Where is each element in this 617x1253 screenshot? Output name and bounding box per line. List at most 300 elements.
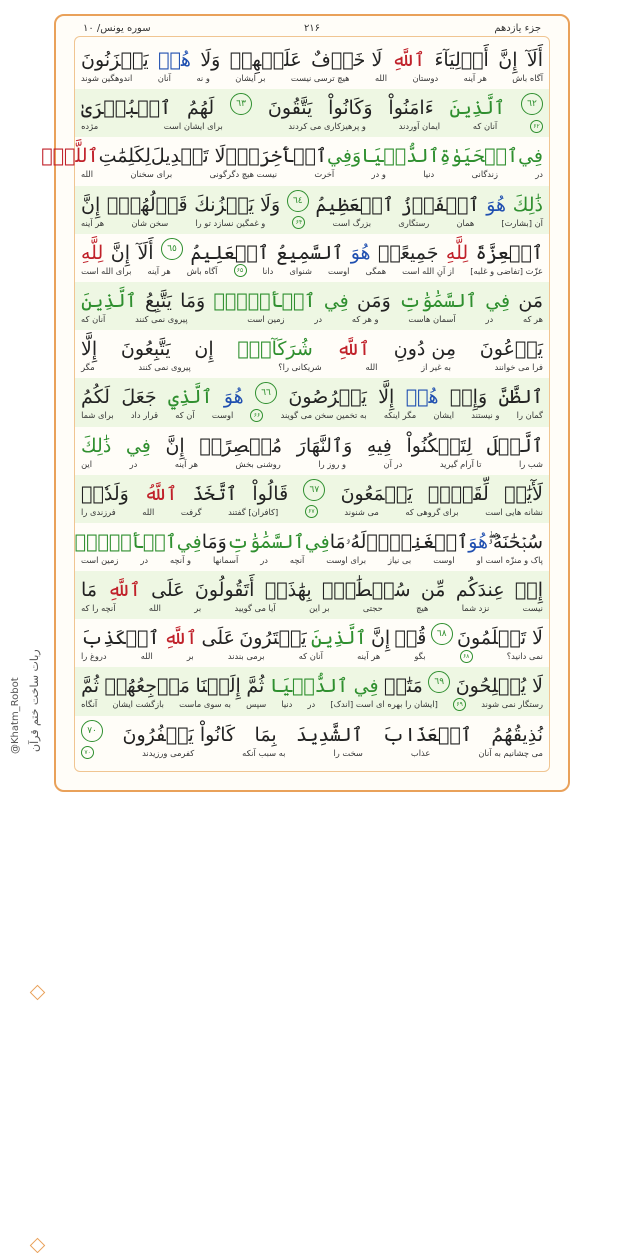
translation-word: اوست xyxy=(433,554,455,565)
ayah-number-icon: ٦٦ xyxy=(255,382,277,404)
arabic-word: أَتَقُولُونَ xyxy=(194,579,255,602)
arabic-word: أَوۡلِيَآءَ xyxy=(434,49,489,71)
arabic-word: هُوَ xyxy=(223,386,244,409)
arabic-word: ٱلَّذِي xyxy=(167,386,213,409)
arabic-word: ٱلۡعَذَابَ xyxy=(382,723,472,746)
translation-word: آنان که xyxy=(298,651,323,662)
arabic-word: لَا تَعۡلَمُونَ xyxy=(456,627,543,650)
translation-word: در xyxy=(129,458,138,469)
persian-translation xyxy=(75,360,549,374)
translation-word: در xyxy=(535,169,543,180)
translation-word: آسمان هاست xyxy=(408,313,456,324)
translation-word: دنیا xyxy=(423,169,435,180)
persian-translation xyxy=(75,216,549,230)
arabic-word: ٱلظَّنَّ xyxy=(498,386,543,409)
arabic-word: لِلَّهِ xyxy=(445,241,469,264)
translation-word: آیا می گویید xyxy=(234,603,276,614)
translation-word: و روز را xyxy=(318,458,346,469)
arabic-word: لَا يُفۡلِحُونَ xyxy=(455,675,543,698)
arabic-word: وَكَانُواْ xyxy=(328,97,373,120)
arabic-text xyxy=(75,619,549,649)
ayah-number-icon: ٦٤ xyxy=(287,190,309,212)
verse-line xyxy=(75,475,549,523)
translation-word: پاک و منزّه است او xyxy=(476,554,543,565)
translation-word: سخن شان xyxy=(131,217,169,228)
translation-word: آن که xyxy=(175,410,195,421)
arabic-word: إِن xyxy=(194,338,214,361)
translation-word: رستگار نمی شوند xyxy=(481,699,543,710)
arabic-word: يَتَّقُونَ xyxy=(267,97,313,120)
translation-word: آنگاه xyxy=(81,699,98,710)
arabic-word: ٱلۡأَرۡضِۗ xyxy=(213,289,316,312)
arabic-word: يَسۡمَعُونَ xyxy=(340,482,413,505)
translation-word: نشانه هایی است xyxy=(485,506,543,517)
translation-word: شب را xyxy=(518,458,543,469)
arabic-word: لِلَّهِ xyxy=(81,241,104,264)
arabic-text xyxy=(75,330,549,360)
translation-word: هر آینه xyxy=(174,458,198,469)
arabic-text xyxy=(75,716,549,746)
arabic-word: كَانُواْ يَكۡفُرُونَ xyxy=(122,723,236,746)
translation-word: و هر که xyxy=(351,313,379,324)
translation-word: روشنی بخش xyxy=(235,458,281,469)
translation-word: گمان را xyxy=(516,410,543,421)
verse-lines xyxy=(41,41,549,771)
arabic-text xyxy=(75,41,549,71)
translation-word: نزد شما xyxy=(461,603,490,614)
arabic-word: لَأٓيَٰتٖ xyxy=(504,482,543,505)
ayah-number-icon: ٦٢ xyxy=(521,93,543,115)
translation-word: آنچه xyxy=(289,554,305,565)
arabic-word: فِي xyxy=(304,530,330,553)
arabic-word: ٱلۡأٓخِرَةِۚ xyxy=(225,145,328,168)
translation-word: و در xyxy=(371,169,386,180)
verse-line xyxy=(75,619,549,667)
arabic-word: بِمَا xyxy=(254,723,277,746)
arabic-word: سُلۡطَٰنِۭ xyxy=(321,579,411,602)
translation-word: مگر xyxy=(81,362,95,373)
arabic-text xyxy=(75,282,549,312)
ayah-number-icon: ٦٨ xyxy=(431,623,453,645)
arabic-word: هُمۡ xyxy=(158,49,191,71)
translation-word: می چشانیم به آنان xyxy=(478,747,543,758)
translation-word: برمی بندند xyxy=(227,651,265,662)
arabic-word: وَفِي xyxy=(327,145,362,168)
translation-word: الله xyxy=(140,651,153,662)
arabic-word: مَا xyxy=(81,579,97,602)
arabic-word: فِي xyxy=(518,145,543,168)
arabic-word: ٱلۡكَذِبَ xyxy=(81,627,160,650)
translation-word: برای اوست xyxy=(326,554,367,565)
translation-word: در xyxy=(260,554,268,565)
translation-word: [ایشان را بهره ای است [اندک] xyxy=(330,699,438,710)
translation-word: زمین است xyxy=(247,313,285,324)
translation-word: بر xyxy=(186,651,194,662)
translation-word: [کافران] گفتند xyxy=(228,506,279,517)
translation-word: بر xyxy=(194,603,202,614)
persian-translation xyxy=(75,167,549,181)
arabic-word: ٱلشَّدِيدَ xyxy=(296,723,363,746)
arabic-text xyxy=(41,137,549,168)
translation-word: آخرت xyxy=(314,169,335,180)
arabic-word: مُبۡصِرًاۚ xyxy=(199,434,283,457)
arabic-word: إِلَّا xyxy=(378,386,395,409)
verse-line xyxy=(75,378,549,426)
translation-word: بازگشت ایشان xyxy=(112,699,164,710)
translation-word: بر این xyxy=(309,603,330,614)
translation-word: هر آینه xyxy=(81,217,105,228)
ayah-number-small-icon: ۶۵ xyxy=(234,264,247,277)
translation-word: شریکانی را؟ xyxy=(278,362,322,373)
arabic-word: لِكَلِمَٰتِ xyxy=(98,145,151,168)
arabic-word: يَفۡتَرُونَ xyxy=(239,627,307,650)
arabic-word: هُمۡ xyxy=(405,386,439,409)
translation-word: نمی دانید؟ xyxy=(506,651,543,662)
verse-line xyxy=(75,41,549,89)
page-frame xyxy=(41,14,570,792)
arabic-word: ٱللَّهِ xyxy=(163,627,198,650)
arabic-word: إِنَّ xyxy=(110,241,130,264)
translation-word: شنوای xyxy=(289,265,312,276)
translation-word: بزرگ است xyxy=(332,217,372,228)
persian-translation xyxy=(75,119,549,133)
translation-word: به غیر از xyxy=(421,362,451,373)
arabic-word: ٱللَّهِ xyxy=(391,49,426,71)
arabic-word: ٱلدُّنۡيَا xyxy=(269,675,349,698)
translation-word: عذاب xyxy=(410,747,431,758)
verse-line xyxy=(41,137,549,185)
translation-word: الله xyxy=(81,169,94,180)
arabic-word: إِلَيۡنَا xyxy=(195,675,241,698)
arabic-text xyxy=(75,89,549,119)
arabic-word: يَحۡزَنُونَ xyxy=(81,49,149,71)
translation-word: الله xyxy=(374,73,387,83)
arabic-word: يَخۡرُصُونَ xyxy=(288,386,367,409)
ayah-number-icon: ٦٥ xyxy=(161,238,183,260)
translation-word: و غمگین نسازد تو را xyxy=(195,217,266,228)
translation-word: آنان xyxy=(157,73,171,83)
verse-line xyxy=(75,716,549,764)
arabic-word: مَرۡجِعُهُمۡ xyxy=(104,675,190,698)
translation-word: برای الله است xyxy=(81,265,132,276)
translation-word: سپس xyxy=(246,699,267,710)
verse-line xyxy=(75,427,549,475)
arabic-word: ٱلَّيۡلَ xyxy=(486,434,543,457)
arabic-word: وَإِنۡ xyxy=(449,386,488,409)
translation-word: فرا می خوانند xyxy=(494,362,543,373)
verse-line xyxy=(75,234,549,282)
arabic-word: هُوَ xyxy=(468,530,489,553)
arabic-word: فِي xyxy=(323,289,349,312)
translation-word: پیروی نمی کنند xyxy=(135,313,188,324)
translation-word: کفرمی ورزیدند xyxy=(142,747,195,758)
ayah-number-small-icon: ۶۴ xyxy=(292,216,305,229)
arabic-word: أَلَآ xyxy=(526,49,543,71)
arabic-word: عَلَى xyxy=(201,627,235,650)
arabic-text xyxy=(75,378,549,408)
arabic-word: لِّقَوۡمٖ xyxy=(427,482,489,505)
translation-word: فرزندی را xyxy=(81,506,116,517)
translation-word: برای گروهی که xyxy=(405,506,459,517)
juz-label: جزء یازدهم xyxy=(494,23,541,34)
arabic-word: ٱلسَّمَٰوَٰتِ xyxy=(399,289,477,312)
translation-word: آگاه باش xyxy=(186,265,218,276)
arabic-word: قَالُواْ xyxy=(252,482,289,505)
arabic-word: سُبۡحَٰنَهُۥۖ xyxy=(488,530,543,553)
translation-word: همان xyxy=(456,217,475,228)
arabic-word: ذَٰلِكَ xyxy=(512,193,543,216)
arabic-word: إِنۡ xyxy=(514,579,543,602)
translation-word: به سبب آنکه xyxy=(242,747,286,758)
ayah-number-small-icon: ۶۶ xyxy=(250,409,263,422)
translation-word: در xyxy=(140,554,149,565)
arabic-word: فِي xyxy=(485,289,511,312)
arabic-word: ٱلَّذِينَ xyxy=(81,289,137,312)
arabic-word: ثُمَّ xyxy=(246,675,265,698)
arabic-word: شُرَكَآءَۚ xyxy=(237,338,313,361)
arabic-word: عَلَى xyxy=(151,579,185,602)
arabic-word: إِنَّ xyxy=(498,49,518,71)
translation-word: بر ایشان xyxy=(235,73,266,83)
channel-name: ربات ساخت ختم قرآن xyxy=(28,649,41,752)
verse-line xyxy=(75,282,549,330)
translation-word: آنان که xyxy=(472,121,498,132)
ayah-number-small-icon: ۶۸ xyxy=(460,650,473,663)
arabic-word: يَدۡعُونَ xyxy=(479,338,543,361)
translation-word: نیست هیچ دگرگونی xyxy=(209,169,278,180)
translation-word: زندگانی xyxy=(471,169,498,180)
arabic-word: ٱلۡأَرۡضِۚ xyxy=(74,530,177,553)
translation-word: به تخمین سخن می گویند xyxy=(280,410,367,421)
arabic-word: لِتَسۡكُنُواْ xyxy=(406,434,473,457)
arabic-text xyxy=(75,667,549,697)
persian-translation xyxy=(75,71,549,85)
arabic-word: لَهُۥ xyxy=(345,530,367,553)
ayah-number-small-icon: ۶۲ xyxy=(530,120,543,133)
arabic-word: قُلۡ xyxy=(394,627,427,650)
arabic-word: عِندَكُم xyxy=(455,579,505,602)
verse-line xyxy=(75,330,549,378)
translation-word: قرار داد xyxy=(130,410,159,421)
arabic-text xyxy=(75,571,549,601)
arabic-word: ٱللَّهُ xyxy=(144,482,178,505)
persian-translation xyxy=(75,312,549,326)
translation-word: می شنوند xyxy=(344,506,379,517)
translation-word: هیچ xyxy=(416,603,429,614)
text-area xyxy=(41,23,550,772)
translation-word: اوست xyxy=(327,265,350,276)
page-header xyxy=(75,21,549,37)
translation-word: اوست xyxy=(211,410,234,421)
persian-translation xyxy=(75,553,549,567)
page-number: ۲۱۶ xyxy=(303,23,321,34)
arabic-word: قَوۡلُهُمۡۘ xyxy=(106,193,188,216)
arabic-word: ٱلۡغَنِيُّۖ xyxy=(366,530,469,553)
translation-word: اندوهگین شوند xyxy=(81,73,133,83)
verse-line xyxy=(75,89,549,137)
arabic-word: فِي xyxy=(125,434,151,457)
arabic-word: لَهُمُ xyxy=(187,97,215,120)
arabic-word: عَلَيۡهِمۡ xyxy=(229,49,302,71)
translation-word: و نه xyxy=(196,73,210,83)
persian-translation xyxy=(75,264,549,278)
arabic-word: وَمَن xyxy=(356,289,391,312)
arabic-word: ٱتَّخَذَ xyxy=(192,482,238,505)
translation-word: در آن xyxy=(383,458,403,469)
translation-word: الله xyxy=(142,506,155,517)
translation-word: در xyxy=(314,313,323,324)
persian-translation xyxy=(75,649,549,663)
arabic-word: وَمَا xyxy=(201,530,227,553)
arabic-word: أَلَآ xyxy=(137,241,154,264)
arabic-word: ٱلَّذِينَ xyxy=(449,97,506,120)
arabic-word: فِي xyxy=(353,675,379,698)
persian-translation xyxy=(75,697,549,711)
translation-word: مگر اینکه xyxy=(383,410,417,421)
arabic-word: مَتَٰعٞ xyxy=(384,675,423,698)
ayah-number-icon: ٦٣ xyxy=(230,93,252,115)
verse-line xyxy=(75,571,549,619)
arabic-word: وَمَا xyxy=(180,289,206,312)
arabic-word: ثُمَّ xyxy=(81,675,100,698)
arabic-word: ٱلۡعَلِيمُ xyxy=(190,241,269,264)
arabic-word: جَمِيعًاۚ xyxy=(378,241,439,264)
translation-word: ایشان xyxy=(433,410,455,421)
translation-word: دانا xyxy=(262,265,274,276)
translation-word: از آنِ الله است xyxy=(402,265,455,276)
translation-word: دنیا xyxy=(281,699,293,710)
translation-word: گرفت xyxy=(180,506,202,517)
translation-word: هر آینه xyxy=(463,73,487,83)
ayah-number-small-icon: ۷۰ xyxy=(81,746,94,759)
translation-word: عزّت [تفاضی و غلبه] xyxy=(470,265,543,276)
translation-word: آنان که xyxy=(81,313,106,324)
ayah-number-small-icon: ۶۷ xyxy=(305,505,318,518)
arabic-text xyxy=(75,427,549,457)
ayah-number-small-icon: ۶۹ xyxy=(453,698,466,711)
arabic-word: مِّن xyxy=(420,579,446,602)
translation-word: بگو xyxy=(414,651,426,662)
arabic-word: ٱلۡحَيَوٰةِ xyxy=(439,145,519,168)
arabic-word: بِهَٰذَآۚ xyxy=(264,579,312,602)
verse-line xyxy=(75,523,549,571)
arabic-word: وَلَدٗاۗ xyxy=(81,482,129,505)
arabic-word: ٱلۡعِزَّةَ xyxy=(475,241,543,264)
translation-word: در xyxy=(485,313,494,324)
arabic-text xyxy=(75,234,549,264)
arabic-word: ٱلَّذِينَ xyxy=(311,627,367,650)
arabic-word: فِي xyxy=(176,530,202,553)
sura-label: سوره یونس/ ۱۰ xyxy=(83,23,151,34)
ayah-number-icon: ٦٧ xyxy=(303,479,325,501)
arabic-word: ءَامَنُواْ xyxy=(388,97,434,120)
arabic-text xyxy=(75,523,549,553)
translation-word: پیروی نمی کنند xyxy=(138,362,191,373)
arabic-word: إِلَّا xyxy=(81,338,98,361)
persian-translation xyxy=(75,505,549,519)
translation-word: تا آرام گیرید xyxy=(439,458,482,469)
ornament-icon xyxy=(30,985,46,1001)
arabic-word: لَا خَوۡفٌ xyxy=(311,49,383,71)
arabic-word: ٱلسَّمَٰوَٰتِ xyxy=(226,530,305,553)
verse-line xyxy=(75,667,549,715)
ayah-number-icon: ٦٩ xyxy=(428,671,450,693)
ornament-icon xyxy=(30,1238,46,1253)
arabic-word: مَا xyxy=(329,530,346,553)
translation-word: دوستان xyxy=(412,73,439,83)
arabic-word: ٱلسَّمِيعُ xyxy=(276,241,344,264)
translation-word: ایمان آوردند xyxy=(398,121,441,132)
translation-word: این xyxy=(81,458,93,469)
arabic-word: نُذِيقُهُمُ xyxy=(491,723,543,746)
arabic-word: وَلَا يَحۡزُنكَ xyxy=(194,193,281,216)
persian-translation xyxy=(75,457,549,471)
translation-word: حجتی xyxy=(362,603,383,614)
arabic-word: ذَٰلِكَ xyxy=(81,434,112,457)
persian-translation xyxy=(75,408,549,422)
verse-line xyxy=(75,186,549,234)
persian-translation xyxy=(75,746,549,760)
arabic-word: يَتَّبِعُونَ xyxy=(120,338,171,361)
translation-word: آن [بشارت] xyxy=(501,217,543,228)
arabic-text xyxy=(75,475,549,505)
translation-word: رستگاری xyxy=(398,217,430,228)
arabic-text xyxy=(75,186,549,216)
translation-word: در xyxy=(307,699,316,710)
translation-word: برای ایشان است xyxy=(163,121,223,132)
translation-word: مژده xyxy=(81,121,99,132)
persian-translation xyxy=(75,601,549,615)
arabic-word: ٱلۡبُشۡرَىٰ xyxy=(81,97,172,120)
arabic-word: ٱلۡفَوۡزُ xyxy=(400,193,480,216)
arabic-word: ٱللَّهِۚ xyxy=(41,145,99,168)
arabic-word: هُوَ xyxy=(486,193,507,216)
arabic-word: لَا تَبۡدِيلَ xyxy=(150,145,226,168)
translation-word: الله xyxy=(148,603,161,614)
translation-word: سخت را xyxy=(333,747,363,758)
arabic-word: لَكُمُ xyxy=(81,386,110,409)
translation-word: و نیستند xyxy=(471,410,500,421)
arabic-word: إِنَّ xyxy=(81,193,101,216)
translation-word: هر که xyxy=(523,313,543,324)
arabic-word: ٱللَّهِ xyxy=(336,338,370,361)
translation-word: همگی xyxy=(365,265,387,276)
arabic-word: إِنَّ xyxy=(370,627,391,650)
channel-handle: @Khatm_Robot xyxy=(10,677,21,754)
arabic-word: مَن xyxy=(518,289,543,312)
arabic-word: جَعَلَ xyxy=(121,386,157,409)
translation-word: آنچه را که xyxy=(81,603,116,614)
translation-word: و آنچه xyxy=(169,554,192,565)
arabic-word: فِيهِ xyxy=(366,434,392,457)
arabic-word: ٱللَّهِ xyxy=(107,579,141,602)
translation-word: دروغ را xyxy=(81,651,107,662)
translation-word: الله xyxy=(365,362,378,373)
arabic-word: وَلَا xyxy=(200,49,221,71)
arabic-word: وَٱلنَّهَارَ xyxy=(296,434,353,457)
arabic-word: ٱلدُّنۡيَا xyxy=(361,145,440,168)
arabic-word: يَتَّبِعُ xyxy=(144,289,172,312)
arabic-word: ٱلۡعَظِيمُ xyxy=(315,193,394,216)
translation-word: نیست xyxy=(522,603,543,614)
translation-word: برای سخنان xyxy=(130,169,173,180)
translation-word: هیچ ترسی نیست xyxy=(290,73,350,83)
ayah-number-icon: ٧٠ xyxy=(81,720,103,742)
translation-word: هر آینه xyxy=(147,265,171,276)
translation-word: و پرهیزکاری می کردند xyxy=(288,121,366,132)
translation-word: هر آینه xyxy=(357,651,381,662)
translation-word: آسمانها xyxy=(213,554,239,565)
